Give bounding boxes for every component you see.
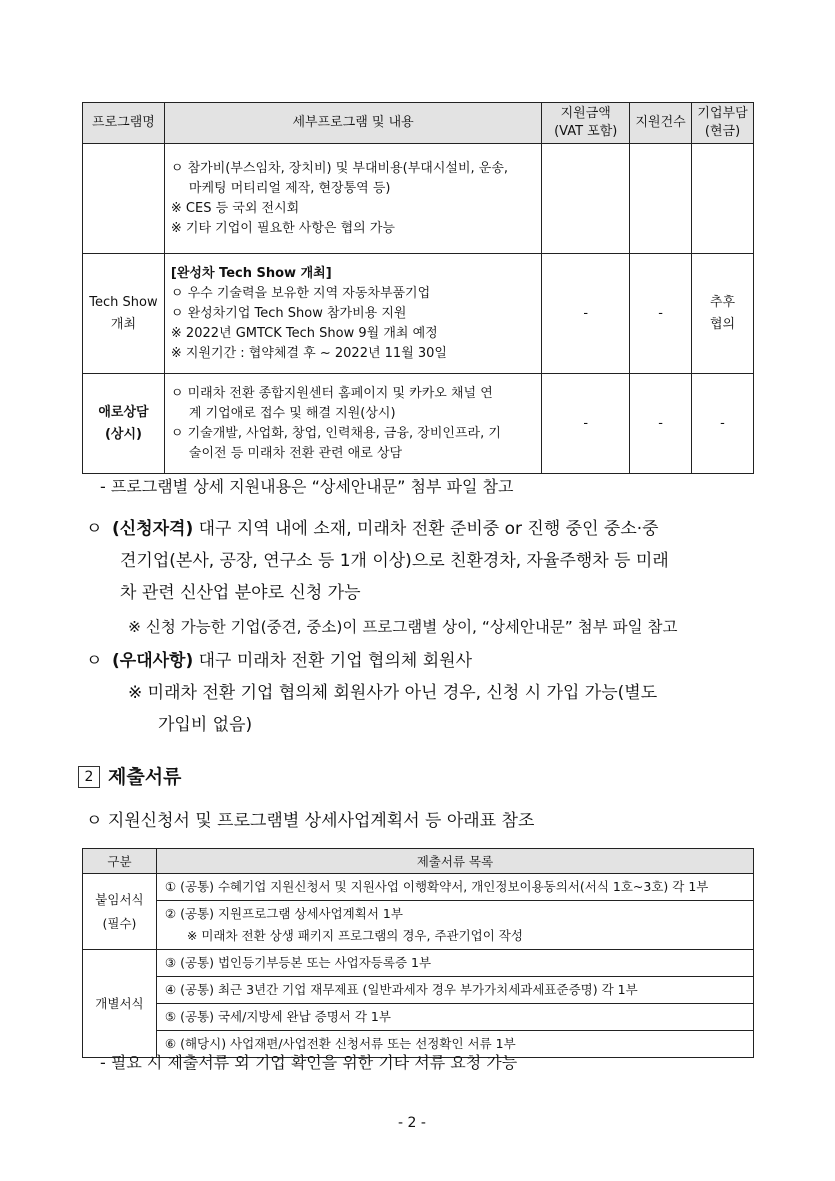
row3-line3: ㅇ 기술개발, 사업화, 창업, 인력채용, 금융, 장비인프라, 기 — [170, 425, 501, 441]
table-row — [83, 950, 754, 977]
table-row — [83, 374, 754, 474]
header-amount — [542, 103, 630, 144]
row3-burden: - — [692, 374, 754, 474]
section-title: 제출서류 — [108, 766, 182, 788]
row1-line1: ㅇ 참가비(부스임차, 장치비) 및 부대비용(부대시설비, 운송, — [170, 160, 509, 176]
table-row — [83, 144, 754, 254]
row2-detail — [164, 254, 541, 374]
header-program-name: 프로그램명 — [83, 103, 165, 144]
qualification-note: ※ 신청 가능한 기업(중견, 중소)이 프로그램별 상이, “상세안내문” 첨부 파일 참고 — [128, 618, 678, 636]
row3-name-line2: (상시) — [104, 426, 142, 442]
table-row — [83, 977, 754, 1004]
row3-line1: ㅇ 미래차 전환 종합지원센터 홈페이지 및 카카오 채널 연 — [170, 385, 493, 401]
section-number-box: 2 — [78, 766, 100, 788]
header-burden — [692, 103, 754, 144]
document-item-2-note: ※ 미래차 전환 상생 패키지 프로그램의 경우, 주관기업이 작성 — [186, 928, 523, 943]
qualification-label: (신청자격) — [112, 519, 194, 539]
row2-burden-line2: 협의 — [709, 316, 736, 332]
bullet-icon: ㅇ — [86, 519, 103, 539]
row2-amount: - — [542, 254, 630, 374]
row2-line2: ㅇ 우수 기술력을 보유한 지역 자동차부품기업 — [170, 285, 431, 301]
table-row — [83, 254, 754, 374]
header-amount-line1: 지원금액 — [560, 106, 611, 121]
row1-detail — [164, 144, 541, 254]
header-category: 구분 — [83, 849, 157, 874]
header-count: 지원건수 — [630, 103, 692, 144]
row3-name-line1: 애로상담 — [98, 404, 149, 420]
row2-name-line1: Tech Show — [89, 294, 158, 310]
page-number: - 2 - — [398, 1115, 426, 1131]
row2-line1: [완성차 Tech Show 개최] — [170, 265, 332, 281]
document-item-1: ① (공통) 수혜기업 지원신청서 및 지원사업 이행확약서, 개인정보이용동의서(서식 1호~3호) 각 1부 — [156, 874, 753, 901]
documents-table-header — [83, 849, 754, 874]
row3-line4: 술이전 등 미래차 전환 관련 애로 상담 — [188, 445, 403, 461]
row3-name — [83, 374, 165, 474]
bullet-icon: ㅇ — [86, 651, 103, 671]
row1-line2: 마케팅 머티리얼 제작, 현장통역 등) — [188, 180, 391, 196]
row1-name — [83, 144, 165, 254]
row3-detail — [164, 374, 541, 474]
row2-line5: ※ 지원기간 : 협약체결 후 ~ 2022년 11월 30일 — [170, 345, 447, 361]
preference-line — [86, 648, 472, 674]
table-row — [83, 901, 754, 950]
preference-note2: 가입비 없음) — [158, 715, 253, 735]
qualification-line1 — [86, 516, 659, 542]
preference-text: 대구 미래차 전환 기업 협의체 회원사 — [193, 651, 472, 671]
preference-note1: ※ 미래차 전환 기업 협의체 회원사가 아닌 경우, 신청 시 가입 가능(별도 — [128, 683, 658, 703]
program-table — [82, 102, 754, 474]
header-amount-line2: (VAT 포함) — [554, 124, 618, 139]
row1-burden — [692, 144, 754, 254]
row3-count: - — [630, 374, 692, 474]
row1-amount — [542, 144, 630, 254]
document-item-3: ③ (공통) 법인등기부등본 또는 사업자등록증 1부 — [156, 950, 753, 977]
row2-line3: ㅇ 완성차기업 Tech Show 참가비용 지원 — [170, 305, 407, 321]
document-item-2 — [156, 901, 753, 950]
documents-table — [82, 848, 754, 1058]
table-row — [83, 1004, 754, 1031]
group-attached-forms-line1: 붙임서식 — [95, 891, 144, 907]
header-detail: 세부프로그램 및 내용 — [164, 103, 541, 144]
row2-name-line2: 개최 — [110, 316, 137, 332]
section-heading — [78, 764, 181, 790]
row2-burden-line1: 추후 — [709, 294, 736, 310]
header-document-list: 제출서류 목록 — [156, 849, 753, 874]
row1-line4: ※ 기타 기업이 필요한 사항은 협의 가능 — [170, 220, 395, 236]
row2-name — [83, 254, 165, 374]
group-attached-forms-line2: (필수) — [102, 915, 137, 931]
row2-line4: ※ 2022년 GMTCK Tech Show 9월 개최 예정 — [170, 325, 438, 341]
section-intro: ㅇ 지원신청서 및 프로그램별 상세사업계획서 등 아래표 참조 — [86, 811, 535, 831]
document-item-6: ⑥ (해당시) 사업재편/사업전환 신청서류 또는 선정확인 서류 1부 — [156, 1031, 753, 1058]
row1-count — [630, 144, 692, 254]
group-individual-forms: 개별서식 — [83, 950, 157, 1058]
row3-amount: - — [542, 374, 630, 474]
note-detail-reference: - 프로그램별 상세 지원내용은 “상세안내문” 첨부 파일 참고 — [100, 477, 514, 496]
document-item-2-text: ② (공통) 지원프로그램 상세사업계획서 1부 — [164, 906, 403, 921]
row1-line3: ※ CES 등 국외 전시회 — [170, 200, 300, 216]
program-table-header — [83, 103, 754, 144]
preference-label: (우대사항) — [112, 651, 194, 671]
note-additional-documents: - 필요 시 제출서류 외 기업 확인을 위한 기타 서류 요청 가능 — [100, 1053, 518, 1072]
row2-count: - — [630, 254, 692, 374]
qualification-line3: 차 관련 신산업 분야로 신청 가능 — [120, 583, 361, 603]
header-burden-line2: (현금) — [704, 124, 741, 139]
qualification-text1: 대구 지역 내에 소재, 미래차 전환 준비중 or 진행 중인 중소·중 — [193, 519, 659, 539]
row2-burden — [692, 254, 754, 374]
header-burden-line1: 기업부담 — [697, 106, 748, 121]
qualification-line2: 견기업(본사, 공장, 연구소 등 1개 이상)으로 친환경차, 자율주행차 등 미래 — [120, 551, 669, 571]
document-item-5: ⑤ (공통) 국세/지방세 완납 증명서 각 1부 — [156, 1004, 753, 1031]
row3-line2: 계 기업애로 접수 및 해결 지원(상시) — [188, 405, 396, 421]
group-attached-forms — [83, 874, 157, 950]
document-item-4: ④ (공통) 최근 3년간 기업 재무제표 (일반과세자 경우 부가가치세과세표준증명) 각 1부 — [156, 977, 753, 1004]
table-row — [83, 874, 754, 901]
